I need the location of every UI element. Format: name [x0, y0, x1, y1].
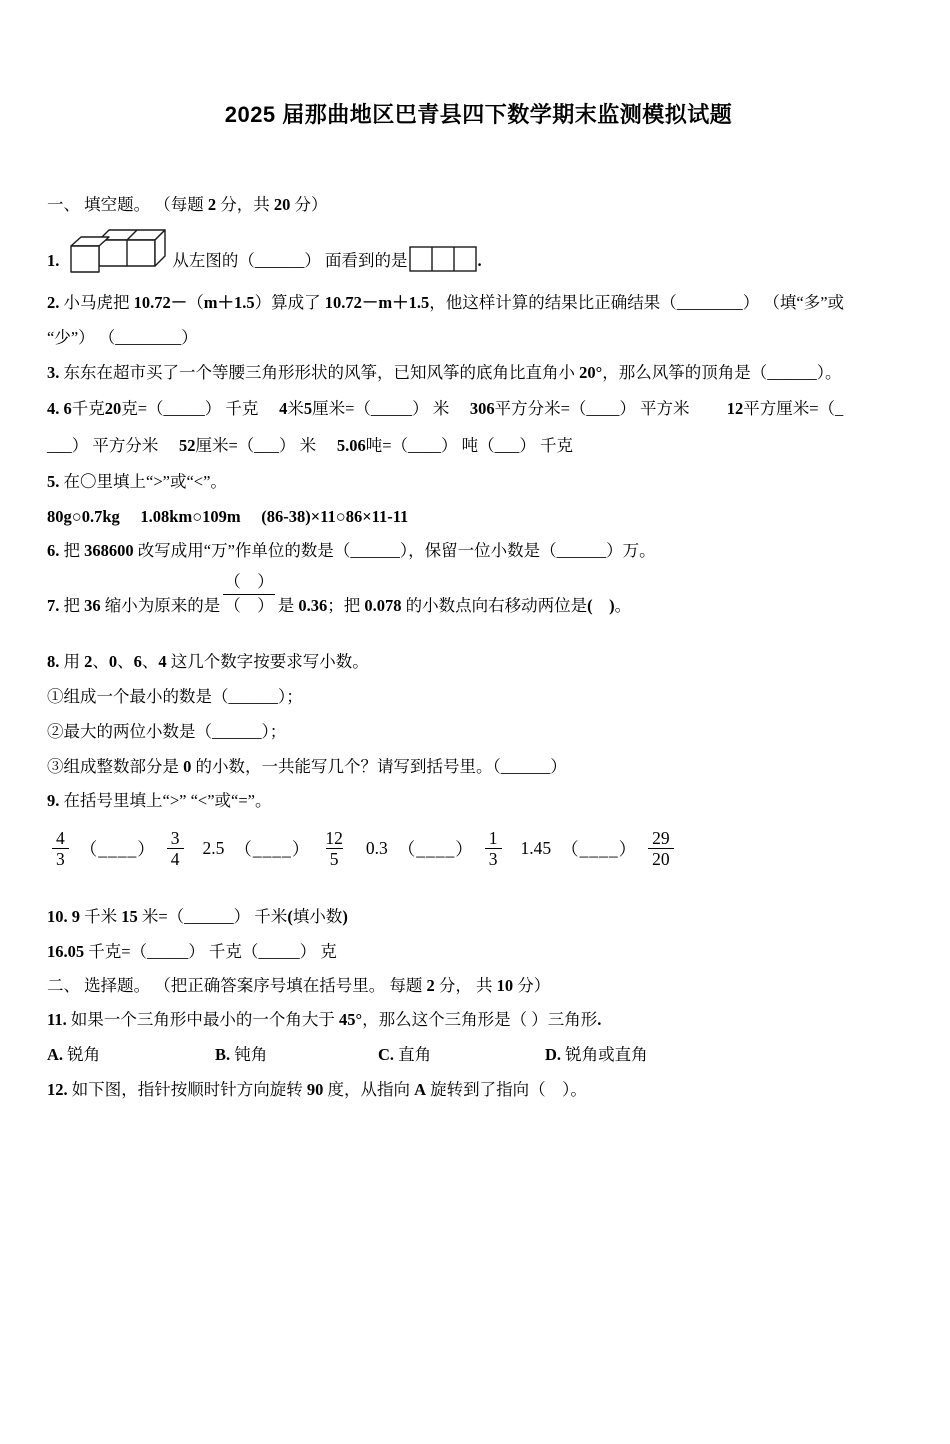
question-1 [47, 226, 910, 274]
section-1-heading: 一、 填空题。 （每题 2 分，共 20 分） [47, 195, 328, 214]
q9-value-1-45: 1.45 [520, 837, 552, 858]
option-c: C. 直角 [378, 1045, 432, 1064]
question-7 [47, 572, 910, 617]
q9-value-0-3: 0.3 [365, 837, 388, 858]
q1-period: . [477, 251, 482, 270]
q7-suffix: 是 0.36；把 0.078 的小数点向右移动两位是( )。 [277, 596, 632, 615]
q7-fraction-numerator: （ ） [224, 572, 274, 591]
question-3: 3. 东东在超市买了一个等腰三角形形状的风筝，已知风筝的底角比直角小 20°，那么风筝的顶角是（______）。 [47, 363, 842, 382]
q8-item-1: ①组成一个最小的数是（______）； [47, 687, 303, 706]
fraction-3-4: 3 4 [167, 828, 184, 869]
q7-fraction [223, 572, 275, 617]
fraction-4-3: 4 3 [52, 828, 69, 869]
exam-page [0, 100, 950, 1444]
cube-stack-icon [63, 226, 169, 274]
q7-prefix: 7. 把 36 缩小为原来的是 [47, 596, 221, 615]
question-4-line-1: 4. 6千克20克=（_____） 千克 4米5厘米=（_____） 米 306平方分米=（____） 平方米 12平方厘米=（_ [47, 399, 844, 418]
question-6: 6. 把 368600 改写成用“万”作单位的数是（______），保留一位小数是（______）万。 [47, 541, 656, 560]
q8-item-3: ③组成整数部分是 0 的小数，一共能写几个？请写到括号里。（______） [47, 757, 567, 776]
q9-blank-4: （____） [561, 838, 638, 859]
q8-item-2: ②最大的两位小数是（______）； [47, 722, 287, 741]
q9-blank-2: （____） [234, 838, 311, 859]
question-9-row [47, 822, 910, 874]
question-10-line-2: 16.05 千克=（_____） 千克（_____） 克 [47, 942, 337, 961]
fraction-12-5: 12 5 [325, 827, 343, 869]
fraction-1-3: 1 3 [485, 828, 502, 869]
question-2-line-1: 2. 小马虎把 10.72－（m＋1.5）算成了 10.72－m＋1.5，他这样计算的结果比正确结果（________） （填“多”或 [47, 293, 845, 312]
q9-blank-1: （____） [79, 838, 156, 859]
q1-text: 从左图的（______） 面看到的是 [172, 251, 408, 270]
question-5-heading: 5. 在〇里填上“>”或“<”。 [47, 472, 227, 491]
q7-fraction-denominator: （ ） [224, 596, 274, 615]
option-d: D. 锐角或直角 [545, 1045, 648, 1064]
question-11: 11. 如果一个三角形中最小的一个角大于 45°，那么这个三角形是（ ）三角形. [47, 1010, 602, 1029]
question-8-heading: 8. 用 2、0、6、4 这几个数字按要求写小数。 [47, 652, 369, 671]
q1-number: 1. [47, 251, 60, 270]
q1-cube-figure [63, 226, 169, 274]
fraction-29-20: 29 20 [648, 828, 674, 869]
exam-title: 2025 届那曲地区巴青县四下数学期末监测模拟试题 [224, 102, 733, 127]
three-cell-grid-icon [409, 246, 477, 272]
question-2-line-2: “少”） （________） [47, 328, 198, 347]
question-4-line-2: ___） 平方分米 52厘米=（___） 米 5.06吨=（____） 吨（___） 千克 [47, 436, 573, 455]
q9-blank-3: （____） [397, 838, 474, 859]
option-b: B. 钝角 [215, 1045, 268, 1064]
question-12: 12. 如下图，指针按顺时针方向旋转 90 度，从指向 A 旋转到了指向（ ）。 [47, 1080, 587, 1099]
question-9-heading: 9. 在括号里填上“>” “<”或“=”。 [47, 791, 272, 810]
q11-options [47, 1044, 910, 1066]
question-10-line-1: 10. 9 千米 15 米=（______） 千米(填小数) [47, 907, 348, 926]
section-2-heading: 二、 选择题。 （把正确答案序号填在括号里。 每题 2 分， 共 10 分） [47, 976, 551, 995]
option-a: A. 锐角 [47, 1045, 101, 1064]
question-5-expressions: 80g○0.7kg 1.08km○109m (86-38)×11○86×11-11 [47, 507, 409, 526]
q9-value-2-5: 2.5 [202, 837, 225, 858]
q1-answer-grid [409, 246, 477, 272]
